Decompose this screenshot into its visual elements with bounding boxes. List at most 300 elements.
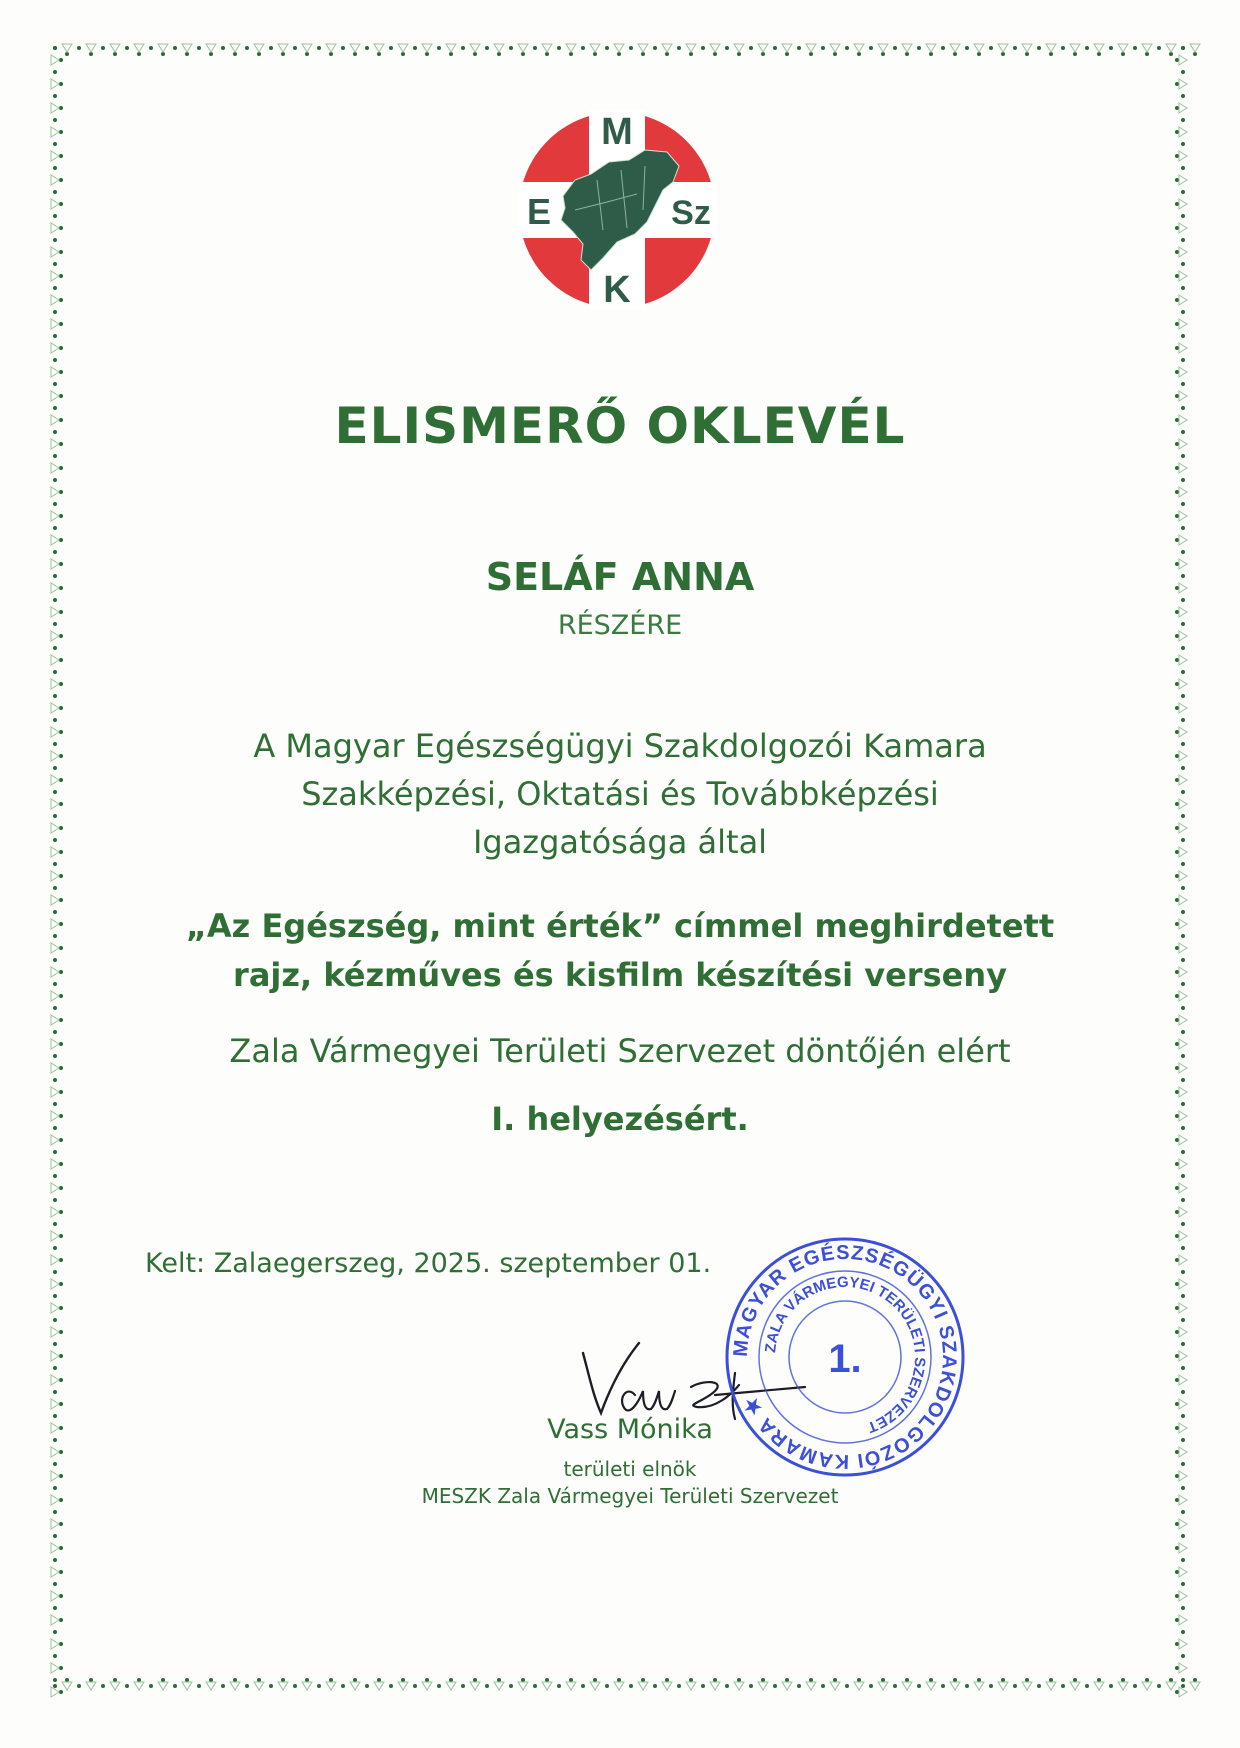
border-dot [1181, 1558, 1185, 1562]
border-triangle [51, 1015, 59, 1025]
border-triangle [734, 1682, 744, 1690]
border-dot [65, 1678, 69, 1682]
border-dot [1181, 358, 1185, 362]
border-dot [581, 46, 585, 50]
border-triangle [350, 1682, 360, 1690]
border-triangle [878, 1682, 888, 1690]
border-dot [197, 1684, 201, 1688]
border-dot [1181, 1078, 1185, 1082]
border-triangle [950, 1682, 960, 1690]
border-dot [53, 502, 57, 506]
logo-letter-e: E [526, 191, 552, 232]
border-dot [89, 1678, 93, 1682]
border-dot [1181, 46, 1185, 50]
border-triangle [51, 1591, 59, 1601]
border-dot [1181, 262, 1185, 266]
border-dot [1175, 250, 1179, 254]
border-triangle [1179, 1423, 1187, 1433]
border-dot [485, 46, 489, 50]
border-dot [101, 46, 105, 50]
border-triangle [62, 44, 72, 52]
border-triangle [1179, 1471, 1187, 1481]
border-dot [1175, 322, 1179, 326]
border-dot [53, 1198, 57, 1202]
border-dot [989, 46, 993, 50]
border-triangle [1179, 1015, 1187, 1025]
border-dot [1175, 370, 1179, 374]
border-dot [533, 1684, 537, 1688]
contest-line: rajz, kézműves és kisfilm készítési verseny [233, 956, 1007, 994]
border-dot [53, 1654, 57, 1658]
border-triangle [1179, 655, 1187, 665]
border-dot [53, 1342, 57, 1346]
border-triangle [422, 44, 432, 52]
border-dot [1181, 1342, 1185, 1346]
border-dot [725, 46, 729, 50]
border-triangle [51, 127, 59, 137]
border-triangle [206, 1682, 216, 1690]
border-dot [737, 1678, 741, 1682]
border-dot [53, 46, 57, 50]
border-dot [53, 70, 57, 74]
border-dot [269, 46, 273, 50]
border-triangle [470, 1682, 480, 1690]
border-dot [1175, 346, 1179, 350]
border-dot [53, 1414, 57, 1418]
border-triangle [1179, 55, 1187, 65]
border-triangle [1179, 1375, 1187, 1385]
border-dot [485, 1684, 489, 1688]
border-dot [53, 262, 57, 266]
border-triangle [614, 44, 624, 52]
signer-organization: MESZK Zala Vármegyei Területi Szervezet [421, 1484, 839, 1508]
border-dot [917, 46, 921, 50]
border-triangle [950, 44, 960, 52]
border-dot [1175, 1690, 1179, 1694]
border-triangle [51, 487, 59, 497]
border-triangle [51, 1399, 59, 1409]
border-dot [629, 46, 633, 50]
border-triangle [51, 247, 59, 257]
border-triangle [1118, 44, 1128, 52]
border-triangle [1179, 199, 1187, 209]
border-triangle [51, 319, 59, 329]
border-triangle [51, 55, 59, 65]
stamp-outer-text: MAGYAR EGÉSZSÉGÜGYI SZAKDOLGOZÓI KAMARA ★ [729, 1241, 961, 1473]
border-dot [413, 1684, 417, 1688]
border-triangle [518, 1682, 528, 1690]
border-dot [1175, 514, 1179, 518]
border-dot [1175, 1498, 1179, 1502]
border-triangle [51, 1639, 59, 1649]
border-triangle [566, 44, 576, 52]
border-triangle [1179, 367, 1187, 377]
border-triangle [902, 44, 912, 52]
border-triangle [158, 1682, 168, 1690]
border-dot [53, 526, 57, 530]
border-triangle [51, 1567, 59, 1577]
border-triangle [374, 1682, 384, 1690]
border-dot [1097, 1678, 1101, 1682]
border-dot [1175, 538, 1179, 542]
border-dot [1175, 706, 1179, 710]
border-triangle [230, 44, 240, 52]
border-dot [1085, 1684, 1089, 1688]
border-dot [365, 46, 369, 50]
border-dot [857, 1678, 861, 1682]
border-dot [917, 1684, 921, 1688]
border-dot [1181, 1486, 1185, 1490]
border-dot [1049, 1678, 1053, 1682]
border-dot [1157, 46, 1161, 50]
border-triangle [1190, 44, 1200, 52]
border-triangle [1179, 679, 1187, 689]
border-dot [53, 94, 57, 98]
border-dot [53, 694, 57, 698]
border-triangle [518, 44, 528, 52]
border-triangle [1179, 127, 1187, 137]
border-dot [1181, 94, 1185, 98]
border-triangle [1070, 1682, 1080, 1690]
border-triangle [51, 1519, 59, 1529]
border-dot [473, 1678, 477, 1682]
border-triangle [1179, 175, 1187, 185]
border-dot [1175, 1090, 1179, 1094]
border-dot [53, 646, 57, 650]
border-dot [53, 142, 57, 146]
border-triangle [278, 1682, 288, 1690]
border-triangle [1179, 1687, 1187, 1697]
border-triangle [326, 1682, 336, 1690]
border-dot [821, 1684, 825, 1688]
border-dot [1175, 1474, 1179, 1478]
border-triangle [1179, 1183, 1187, 1193]
border-dot [53, 334, 57, 338]
border-dot [1181, 334, 1185, 338]
border-dot [1175, 1186, 1179, 1190]
border-triangle [854, 44, 864, 52]
border-dot [1181, 214, 1185, 218]
border-triangle [830, 44, 840, 52]
border-dot [1181, 1294, 1185, 1298]
border-triangle [590, 44, 600, 52]
border-dot [293, 1684, 297, 1688]
border-triangle [51, 655, 59, 665]
border-triangle [446, 44, 456, 52]
issuer-line: Igazgatósága által [472, 823, 768, 861]
border-triangle [1094, 1682, 1104, 1690]
border-triangle [254, 44, 264, 52]
border-dot [53, 1246, 57, 1250]
border-dot [53, 1390, 57, 1394]
border-triangle [1179, 1159, 1187, 1169]
border-triangle [254, 1682, 264, 1690]
border-triangle [51, 175, 59, 185]
border-dot [701, 46, 705, 50]
border-triangle [1179, 1495, 1187, 1505]
border-dot [797, 1684, 801, 1688]
border-triangle [398, 1682, 408, 1690]
border-triangle [974, 1682, 984, 1690]
border-dot [1181, 142, 1185, 146]
border-dot [53, 550, 57, 554]
border-dot [53, 1078, 57, 1082]
border-triangle [1179, 79, 1187, 89]
border-dot [1175, 658, 1179, 662]
border-dot [221, 1684, 225, 1688]
border-triangle [1179, 871, 1187, 881]
border-dot [53, 382, 57, 386]
border-triangle [350, 44, 360, 52]
border-triangle [51, 271, 59, 281]
border-dot [53, 1630, 57, 1634]
border-triangle [614, 1682, 624, 1690]
border-triangle [470, 44, 480, 52]
border-dot [593, 1678, 597, 1682]
border-triangle [51, 223, 59, 233]
border-triangle [51, 1663, 59, 1673]
border-triangle [758, 1682, 768, 1690]
border-dot [977, 1678, 981, 1682]
border-dot [53, 286, 57, 290]
border-dot [665, 1678, 669, 1682]
border-dot [1175, 1258, 1179, 1262]
border-dot [1175, 874, 1179, 878]
border-dot [677, 46, 681, 50]
border-dot [833, 1678, 837, 1682]
border-dot [53, 1534, 57, 1538]
border-dot [53, 1438, 57, 1442]
border-dot [1181, 70, 1185, 74]
border-triangle [398, 44, 408, 52]
border-dot [53, 1222, 57, 1226]
border-dot [701, 1684, 705, 1688]
border-triangle [134, 1682, 144, 1690]
border-triangle [1179, 1351, 1187, 1361]
border-dot [629, 1684, 633, 1688]
border-dot [269, 1684, 273, 1688]
border-dot [1181, 1198, 1185, 1202]
border-dot [425, 1678, 429, 1682]
border-triangle [51, 103, 59, 113]
border-dot [1175, 298, 1179, 302]
border-triangle [1179, 271, 1187, 281]
border-dot [1073, 1678, 1077, 1682]
border-triangle [998, 44, 1008, 52]
border-dot [1025, 1678, 1029, 1682]
border-triangle [1022, 1682, 1032, 1690]
border-dot [125, 46, 129, 50]
border-dot [149, 1684, 153, 1688]
placement-text: I. helyezésért. [491, 1100, 749, 1138]
border-dot [1181, 670, 1185, 674]
border-dot [773, 46, 777, 50]
border-dot [437, 46, 441, 50]
border-triangle [51, 79, 59, 89]
border-dot [53, 1366, 57, 1370]
border-dot [1175, 1666, 1179, 1670]
border-dot [653, 46, 657, 50]
border-dot [1175, 1594, 1179, 1598]
border-dot [1181, 1534, 1185, 1538]
border-triangle [51, 1543, 59, 1553]
border-dot [1013, 46, 1017, 50]
issuer-line: Szakképzési, Oktatási és Továbbképzési [301, 775, 939, 813]
border-dot [1193, 1678, 1197, 1682]
border-dot [1181, 1270, 1185, 1274]
border-dot [1175, 226, 1179, 230]
border-dot [1175, 490, 1179, 494]
logo-letter-m: M [601, 111, 633, 153]
border-dot [53, 1270, 57, 1274]
result-text: Zala Vármegyei Területi Szervezet döntőjén elért [229, 1032, 1011, 1070]
border-dot [1181, 1366, 1185, 1370]
border-dot [341, 1684, 345, 1688]
border-triangle [374, 44, 384, 52]
border-triangle [854, 1682, 864, 1690]
border-dot [197, 46, 201, 50]
border-dot [1169, 1678, 1173, 1682]
border-dot [125, 1684, 129, 1688]
border-dot [1157, 1684, 1161, 1688]
border-dot [989, 1684, 993, 1688]
border-dot [1175, 1138, 1179, 1142]
border-dot [845, 46, 849, 50]
border-triangle [1179, 703, 1187, 713]
border-dot [1013, 1684, 1017, 1688]
border-dot [1175, 274, 1179, 278]
border-triangle [662, 44, 672, 52]
border-dot [569, 1678, 573, 1682]
border-dot [1109, 1684, 1113, 1688]
border-dot [749, 1684, 753, 1688]
border-triangle [782, 1682, 792, 1690]
border-triangle [1179, 535, 1187, 545]
border-dot [941, 46, 945, 50]
border-dot [317, 46, 321, 50]
contest-line: „Az Egészség, mint érték” címmel meghirdetett [185, 907, 1055, 945]
border-dot [1001, 1678, 1005, 1682]
border-dot [1181, 238, 1185, 242]
border-dot [437, 1684, 441, 1688]
border-dot [1061, 1684, 1065, 1688]
border-triangle [542, 1682, 552, 1690]
logo-letter-k: K [603, 269, 631, 311]
border-triangle [51, 463, 59, 473]
border-dot [1085, 46, 1089, 50]
border-dot [461, 46, 465, 50]
signer-role: területi elnök [563, 1457, 697, 1481]
border-dot [869, 46, 873, 50]
border-dot [1037, 46, 1041, 50]
border-dot [1181, 502, 1185, 506]
border-triangle [1179, 1519, 1187, 1529]
border-triangle [51, 1087, 59, 1097]
border-dot [53, 166, 57, 170]
border-dot [1181, 1174, 1185, 1178]
border-dot [521, 1678, 525, 1682]
border-triangle [158, 44, 168, 52]
border-triangle [51, 367, 59, 377]
contest-text [0, 902, 1240, 1000]
border-triangle [1179, 1327, 1187, 1337]
border-triangle [51, 295, 59, 305]
border-dot [53, 1006, 57, 1010]
border-triangle [1179, 1615, 1187, 1625]
border-triangle [878, 44, 888, 52]
border-dot [461, 1684, 465, 1688]
border-triangle [1179, 1567, 1187, 1577]
border-dot [317, 1684, 321, 1688]
border-dot [1175, 1018, 1179, 1022]
border-triangle [830, 1682, 840, 1690]
border-dot [605, 46, 609, 50]
border-triangle [51, 1495, 59, 1505]
border-dot [53, 478, 57, 482]
border-triangle [1179, 1279, 1187, 1289]
border-dot [1037, 1684, 1041, 1688]
border-triangle [758, 44, 768, 52]
border-dot [281, 1678, 285, 1682]
border-triangle [710, 44, 720, 52]
border-triangle [926, 1682, 936, 1690]
border-triangle [51, 1327, 59, 1337]
border-dot [1175, 1162, 1179, 1166]
border-dot [557, 1684, 561, 1688]
border-triangle [686, 1682, 696, 1690]
border-dot [221, 46, 225, 50]
border-triangle [51, 1615, 59, 1625]
border-dot [749, 46, 753, 50]
border-dot [1181, 1246, 1185, 1250]
border-dot [53, 1606, 57, 1610]
border-dot [449, 1678, 453, 1682]
border-dot [497, 1678, 501, 1682]
border-dot [1175, 466, 1179, 470]
border-triangle [638, 1682, 648, 1690]
border-triangle [974, 44, 984, 52]
border-dot [1175, 130, 1179, 134]
border-dot [785, 1678, 789, 1682]
border-triangle [1142, 1682, 1152, 1690]
border-triangle [686, 44, 696, 52]
border-dot [893, 1684, 897, 1688]
border-dot [1175, 1642, 1179, 1646]
border-triangle [446, 1682, 456, 1690]
border-dot [509, 46, 513, 50]
border-dot [773, 1684, 777, 1688]
border-triangle [51, 703, 59, 713]
border-triangle [710, 1682, 720, 1690]
border-triangle [1179, 151, 1187, 161]
border-triangle [494, 1682, 504, 1690]
border-triangle [1179, 1447, 1187, 1457]
border-dot [1175, 1210, 1179, 1214]
border-dot [1145, 1678, 1149, 1682]
border-dot [53, 118, 57, 122]
border-dot [545, 1678, 549, 1682]
border-dot [617, 1678, 621, 1682]
border-dot [1181, 646, 1185, 650]
border-triangle [51, 1423, 59, 1433]
border-triangle [86, 1682, 96, 1690]
border-dot [389, 46, 393, 50]
border-triangle [806, 44, 816, 52]
border-triangle [51, 535, 59, 545]
stamp-inner-text: ZALA VÁRMEGYEI TERÜLETI SZERVEZET [762, 1273, 929, 1436]
border-dot [353, 1678, 357, 1682]
border-triangle [1179, 343, 1187, 353]
